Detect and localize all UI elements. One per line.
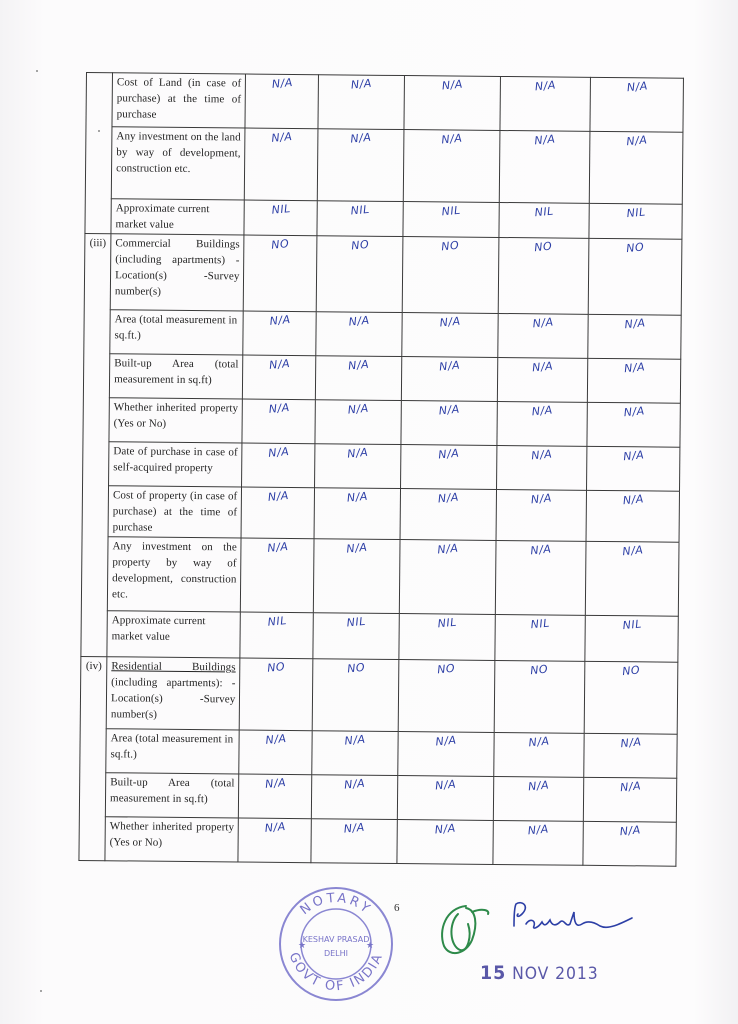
handwritten-entry-text: N/A bbox=[347, 401, 370, 417]
handwritten-entry bbox=[498, 237, 589, 314]
row-label: Area (total measurement in sq.ft.) bbox=[110, 310, 244, 355]
svg-text:DELHI: DELHI bbox=[323, 949, 349, 958]
handwritten-entry bbox=[589, 203, 682, 239]
handwritten-entry-text: N/A bbox=[268, 400, 291, 416]
table-row bbox=[83, 397, 680, 447]
handwritten-entry-text: N/A bbox=[436, 541, 459, 557]
handwritten-entry bbox=[313, 659, 399, 732]
date-stamp-month-year: NOV 2013 bbox=[512, 964, 599, 984]
handwritten-entry-text: N/A bbox=[619, 779, 642, 795]
handwritten-entry bbox=[314, 539, 400, 614]
handwritten-entry-text: N/A bbox=[434, 777, 457, 793]
handwritten-entry-text: N/A bbox=[270, 129, 293, 145]
handwritten-entry bbox=[584, 661, 677, 734]
handwritten-entry bbox=[312, 731, 398, 776]
handwritten-entry bbox=[241, 487, 314, 539]
handwritten-entry-text: NIL bbox=[533, 204, 555, 220]
handwritten-entry bbox=[244, 235, 318, 312]
handwritten-entry bbox=[242, 443, 315, 488]
handwritten-entry bbox=[240, 658, 314, 731]
handwritten-entry-text: N/A bbox=[534, 78, 557, 94]
handwritten-entry bbox=[313, 613, 399, 660]
handwritten-entry bbox=[586, 490, 679, 542]
handwritten-entry-text: N/A bbox=[437, 402, 460, 418]
handwritten-entry bbox=[404, 76, 500, 131]
handwritten-entry-text: N/A bbox=[268, 312, 291, 328]
table-row bbox=[79, 772, 676, 822]
table-row bbox=[86, 73, 683, 133]
handwritten-entry bbox=[584, 777, 677, 822]
handwritten-entry bbox=[494, 614, 585, 661]
handwritten-entry bbox=[402, 237, 499, 314]
handwritten-entry-text: N/A bbox=[529, 542, 552, 558]
table-row bbox=[80, 728, 677, 778]
handwritten-entry-text: NO bbox=[346, 660, 366, 676]
section-number: (iii) bbox=[81, 233, 111, 656]
table-row bbox=[84, 233, 682, 315]
handwritten-entry bbox=[493, 776, 584, 821]
handwritten-entry-text: N/A bbox=[348, 313, 371, 329]
handwritten-entry-text: N/A bbox=[530, 447, 553, 463]
handwritten-entry bbox=[316, 356, 402, 401]
handwritten-entry-text: NIL bbox=[270, 202, 292, 217]
handwritten-entry-text: NO bbox=[530, 662, 550, 678]
handwritten-entry bbox=[239, 730, 312, 775]
row-label: Area (total measurement in sq.ft.) bbox=[106, 729, 240, 774]
handwritten-entry-text: N/A bbox=[533, 132, 556, 148]
scan-speck bbox=[40, 990, 42, 992]
handwritten-entry-text: N/A bbox=[622, 404, 645, 420]
handwritten-entry bbox=[584, 733, 677, 778]
handwritten-entry bbox=[403, 130, 500, 203]
handwritten-entry bbox=[238, 818, 311, 863]
handwritten-entry-text: N/A bbox=[346, 445, 369, 461]
table-row bbox=[83, 441, 680, 491]
svg-text:GOVT OF INDIA: GOVT OF INDIA bbox=[285, 950, 387, 995]
row-label: Whether inherited property (Yes or No) bbox=[105, 817, 239, 862]
handwritten-entry-text: N/A bbox=[343, 820, 366, 836]
handwritten-entry bbox=[399, 614, 495, 661]
handwritten-entry-text: N/A bbox=[619, 735, 642, 751]
section-number bbox=[85, 73, 113, 234]
handwritten-entry bbox=[398, 732, 494, 777]
handwritten-entry-text: NO bbox=[621, 663, 641, 679]
handwritten-entry-text: N/A bbox=[266, 539, 289, 555]
row-label-text: (including apartments): -Location(s) -Survey number(s) bbox=[110, 676, 236, 721]
handwritten-entry-text: N/A bbox=[438, 358, 461, 374]
handwritten-entry bbox=[317, 201, 403, 237]
handwritten-entry-text: N/A bbox=[267, 444, 290, 460]
svg-text:★: ★ bbox=[298, 940, 307, 950]
handwritten-entry bbox=[496, 489, 587, 541]
handwritten-entry-text: NO bbox=[440, 238, 460, 254]
row-label: Commercial Buildings (including apartments) -Location(s) -Survey number(s) bbox=[110, 234, 244, 311]
handwritten-entry bbox=[240, 612, 313, 659]
row-label: Any investment on the property by way of development, construction etc. bbox=[107, 537, 241, 612]
row-label: Built-up Area (total measurement in sq.ft) bbox=[109, 354, 243, 399]
handwritten-entry bbox=[583, 821, 676, 866]
handwritten-entry-text: NIL bbox=[625, 205, 646, 221]
handwritten-entry bbox=[494, 660, 585, 733]
handwritten-entry bbox=[242, 399, 315, 444]
table-row bbox=[80, 656, 678, 734]
handwritten-entry-text: N/A bbox=[625, 79, 648, 95]
handwritten-entry-text: N/A bbox=[618, 823, 641, 839]
handwritten-entry-text: N/A bbox=[346, 489, 369, 505]
green-initials-signature bbox=[436, 900, 492, 960]
table-row bbox=[85, 127, 683, 205]
handwritten-entry-text: N/A bbox=[621, 492, 645, 508]
handwritten-entry-text: N/A bbox=[531, 403, 554, 419]
handwritten-entry bbox=[401, 401, 497, 446]
handwritten-entry bbox=[245, 74, 318, 129]
handwritten-entry-text: N/A bbox=[621, 543, 644, 559]
svg-text:★: ★ bbox=[366, 940, 375, 950]
handwritten-entry bbox=[497, 357, 588, 402]
handwritten-entry bbox=[244, 200, 317, 236]
row-label: Approximate current market value bbox=[107, 611, 241, 658]
handwritten-entry-text: N/A bbox=[434, 733, 457, 749]
handwritten-entry-text: N/A bbox=[531, 359, 554, 375]
date-stamp bbox=[480, 962, 599, 984]
handwritten-entry-text: NO bbox=[534, 239, 554, 255]
handwritten-entry bbox=[243, 311, 316, 356]
handwritten-entry bbox=[499, 130, 590, 203]
handwritten-entry-text: N/A bbox=[271, 75, 294, 91]
handwritten-entry-text: N/A bbox=[438, 314, 461, 330]
svg-text:NOTARY: NOTARY bbox=[297, 890, 375, 919]
handwritten-entry bbox=[493, 820, 584, 865]
table-row bbox=[83, 353, 680, 403]
handwritten-entry bbox=[397, 776, 493, 821]
page-number: 6 bbox=[394, 902, 400, 914]
handwritten-entry-text: N/A bbox=[436, 490, 460, 506]
handwritten-entry-text: N/A bbox=[267, 488, 290, 504]
handwritten-entry-text: N/A bbox=[531, 315, 555, 331]
handwritten-entry bbox=[312, 775, 398, 820]
handwritten-entry bbox=[500, 76, 591, 131]
handwritten-entry bbox=[400, 445, 496, 490]
row-label: Whether inherited property (Yes or No) bbox=[109, 398, 243, 443]
handwritten-entry bbox=[241, 538, 315, 613]
handwritten-entry bbox=[402, 313, 498, 358]
handwritten-entry-text: N/A bbox=[264, 731, 287, 747]
handwritten-entry-text: N/A bbox=[440, 131, 463, 147]
handwritten-entry bbox=[403, 202, 499, 238]
handwritten-entry bbox=[245, 128, 319, 201]
handwritten-entry-text: N/A bbox=[344, 732, 367, 748]
table-row bbox=[84, 309, 681, 359]
handwritten-entry bbox=[311, 819, 397, 864]
table-row bbox=[82, 485, 679, 542]
handwritten-entry bbox=[493, 732, 584, 777]
handwritten-entry bbox=[315, 400, 401, 445]
handwritten-entry bbox=[317, 236, 403, 313]
handwritten-entry bbox=[585, 615, 678, 662]
row-label: Any investment on the land by way of development, construction etc. bbox=[111, 127, 245, 200]
handwritten-entry-text: NIL bbox=[621, 617, 642, 633]
handwritten-entry bbox=[315, 444, 401, 489]
handwritten-entry bbox=[401, 357, 497, 402]
notary-seal-stamp bbox=[276, 884, 396, 1004]
table-row bbox=[79, 816, 676, 866]
handwritten-entry-text: N/A bbox=[343, 776, 366, 792]
handwritten-entry bbox=[397, 820, 493, 865]
handwritten-entry-text: NO bbox=[350, 237, 370, 253]
handwritten-entry-text: N/A bbox=[264, 775, 287, 791]
handwritten-entry bbox=[588, 358, 681, 403]
handwritten-entry bbox=[318, 129, 404, 202]
handwritten-entry bbox=[586, 541, 679, 616]
handwritten-entry-text: NO bbox=[625, 240, 645, 256]
handwritten-entry bbox=[318, 75, 404, 130]
handwritten-entry-text: NIL bbox=[350, 202, 371, 218]
handwritten-entry-text: N/A bbox=[527, 822, 550, 838]
handwritten-entry bbox=[499, 202, 590, 238]
handwritten-entry-text: N/A bbox=[264, 819, 287, 835]
row-label: Cost of property (in case of purchase) at the time of purchase bbox=[108, 486, 242, 538]
handwritten-entry-text: NO bbox=[271, 237, 291, 252]
handwritten-entry-text: N/A bbox=[350, 76, 373, 92]
handwritten-entry-text: NIL bbox=[529, 616, 551, 632]
handwritten-entry-text: N/A bbox=[433, 821, 456, 837]
scan-speck bbox=[98, 130, 100, 132]
handwritten-entry-text: N/A bbox=[625, 133, 648, 149]
date-stamp-day: 15 bbox=[480, 962, 507, 984]
handwritten-entry bbox=[399, 540, 496, 615]
table-row bbox=[85, 198, 682, 239]
handwritten-entry bbox=[497, 401, 588, 446]
handwritten-entry bbox=[239, 774, 312, 819]
handwritten-entry bbox=[495, 540, 586, 615]
handwritten-entry-text: N/A bbox=[437, 446, 460, 462]
handwritten-entry bbox=[400, 489, 496, 541]
row-label: Date of purchase in case of self-acquired property bbox=[109, 442, 243, 487]
handwritten-entry-text: N/A bbox=[527, 778, 550, 794]
table-row bbox=[81, 610, 678, 662]
svg-text:KESHAV PRASAD: KESHAV PRASAD bbox=[302, 935, 370, 944]
handwritten-entry-text: N/A bbox=[268, 356, 291, 372]
handwritten-entry bbox=[587, 402, 680, 447]
handwritten-entry bbox=[243, 355, 316, 400]
handwritten-entry bbox=[588, 238, 681, 315]
handwritten-entry-text: N/A bbox=[349, 130, 372, 146]
handwritten-entry bbox=[590, 77, 683, 132]
handwritten-entry-text: N/A bbox=[622, 448, 645, 464]
blue-signature bbox=[508, 898, 638, 940]
handwritten-entry-text: NIL bbox=[346, 614, 367, 630]
handwritten-entry-text: N/A bbox=[623, 316, 646, 332]
handwritten-entry bbox=[587, 446, 680, 491]
handwritten-entry bbox=[398, 660, 495, 733]
handwritten-entry-text: NIL bbox=[266, 613, 288, 629]
handwritten-entry-text: N/A bbox=[345, 540, 368, 556]
handwritten-entry-text: N/A bbox=[530, 491, 553, 507]
table-row bbox=[81, 536, 679, 616]
handwritten-entry-text: NO bbox=[267, 660, 287, 675]
assets-table bbox=[78, 72, 684, 867]
row-label: Built-up Area (total measurement in sq.ft) bbox=[105, 773, 239, 818]
handwritten-entry bbox=[588, 314, 681, 359]
handwritten-entry-text: N/A bbox=[623, 360, 646, 376]
handwritten-entry bbox=[497, 313, 588, 358]
handwritten-entry-text: NIL bbox=[436, 615, 457, 631]
scan-speck bbox=[36, 70, 38, 72]
handwritten-entry-text: N/A bbox=[347, 357, 370, 373]
handwritten-entry bbox=[316, 312, 402, 357]
handwritten-entry bbox=[496, 445, 587, 490]
handwritten-entry-text: NIL bbox=[440, 203, 461, 219]
row-label: Cost of Land (in case of purchase) at the time of purchase bbox=[112, 73, 246, 128]
handwritten-entry-text: N/A bbox=[527, 734, 550, 750]
section-heading: Residential Buildings bbox=[111, 660, 236, 674]
handwritten-entry-text: NO bbox=[436, 661, 456, 677]
row-label bbox=[106, 657, 240, 730]
handwritten-entry-text: N/A bbox=[440, 77, 464, 93]
row-label: Approximate current market value bbox=[111, 199, 245, 235]
handwritten-entry bbox=[589, 131, 682, 204]
handwritten-entry bbox=[314, 488, 400, 540]
section-number: (iv) bbox=[79, 656, 107, 860]
